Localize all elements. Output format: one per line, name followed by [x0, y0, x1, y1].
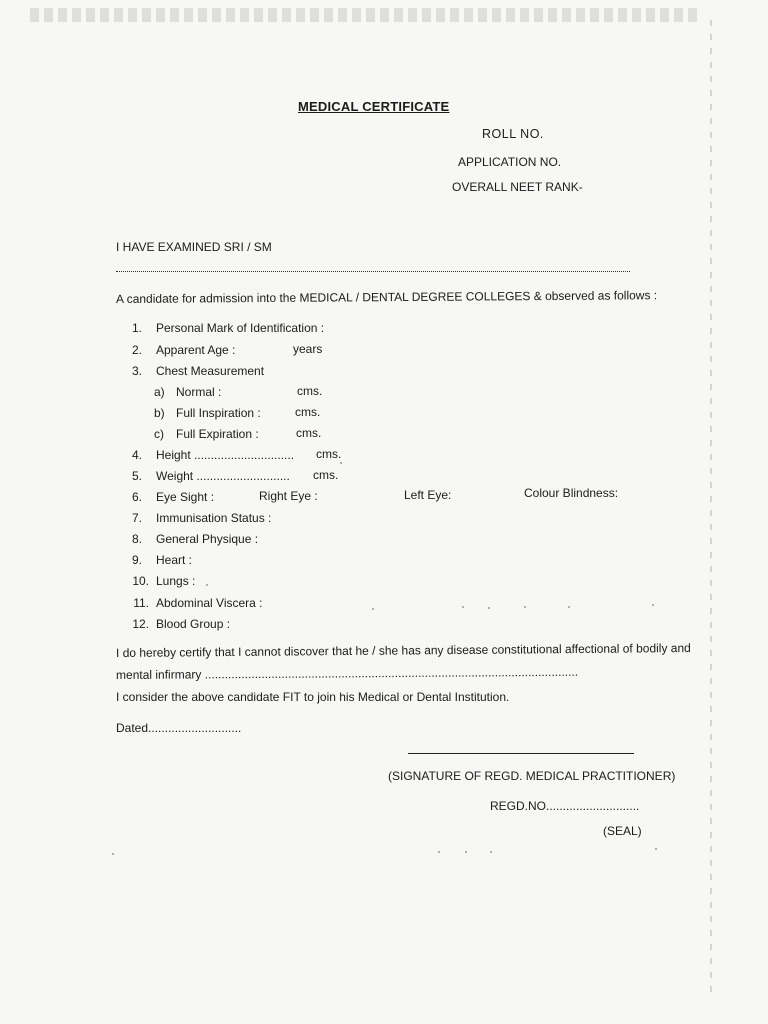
item-9-label: Heart : [156, 553, 193, 567]
signature-label: (SIGNATURE OF REGD. MEDICAL PRACTITIONER) [388, 769, 676, 783]
item-12-number: 12. [132, 617, 149, 631]
item-3-label: Chest Measurement [156, 364, 265, 378]
chest-a-letter: a) [154, 385, 165, 399]
regd-no-field: REGD.NO............................ [490, 799, 640, 813]
item-4-label: Height .............................. [156, 448, 295, 462]
scan-speck [438, 851, 440, 853]
item-7-label: Immunisation Status : [156, 511, 272, 525]
item-4-unit: cms. [316, 447, 342, 461]
item-11-label: Abdominal Viscera : [156, 596, 263, 610]
scan-artifact-top [30, 8, 700, 22]
item-5-unit: cms. [313, 468, 339, 482]
item-1-number: 1. [131, 321, 142, 335]
item-1-label: Personal Mark of Identification : [156, 321, 325, 335]
right-eye-label: Right Eye : [259, 489, 318, 503]
item-4-number: 4. [131, 448, 142, 462]
item-8-label: General Physique : [156, 532, 259, 546]
item-10-number: 10. [132, 574, 149, 588]
scan-speck [112, 853, 114, 855]
chest-c-label: Full Expiration : [176, 427, 259, 441]
item-2-label: Apparent Age : [156, 343, 236, 357]
scan-speck [462, 606, 464, 608]
item-9-number: 9. [131, 553, 142, 567]
chest-b-unit: cms. [295, 405, 321, 419]
item-2-unit: years [293, 342, 323, 356]
dated-field: Dated............................ [116, 721, 242, 735]
application-no-label: APPLICATION NO. [458, 155, 562, 169]
scan-speck [372, 608, 374, 610]
signature-line [408, 753, 634, 754]
scan-speck [490, 851, 492, 853]
item-8-number: 8. [131, 532, 142, 546]
scan-speck [652, 604, 654, 606]
item-11-number: 11. [133, 596, 149, 610]
item-12-label: Blood Group : [156, 617, 231, 631]
roll-no-label: ROLL NO. [482, 127, 544, 141]
mental-infirmary-line: mental infirmary ................................................................................................................ [115, 664, 579, 682]
certify-statement: I do hereby certify that I cannot discover that he / she has any disease constitutional affectional of bodily and [115, 640, 691, 660]
chest-a-unit: cms. [297, 384, 323, 398]
neet-rank-label: OVERALL NEET RANK- [452, 180, 583, 194]
fit-statement: I consider the above candidate FIT to join his Medical or Dental Institution. [116, 690, 510, 704]
chest-c-unit: cms. [296, 426, 322, 440]
scan-speck [488, 607, 490, 609]
scan-speck [206, 584, 208, 586]
examined-label: I HAVE EXAMINED SRI / SM [116, 240, 272, 254]
scan-speck [655, 848, 657, 850]
left-eye-label: Left Eye: [404, 488, 452, 502]
scan-speck [340, 462, 342, 464]
item-5-number: 5. [131, 469, 142, 483]
chest-a-label: Normal : [176, 385, 222, 399]
scan-speck [568, 606, 570, 608]
chest-c-letter: c) [154, 427, 164, 441]
seal-label: (SEAL) [603, 824, 642, 838]
page-title: MEDICAL CERTIFICATE [298, 99, 450, 114]
colour-blindness-label: Colour Blindness: [524, 486, 619, 500]
scan-speck [524, 606, 526, 608]
item-7-number: 7. [131, 511, 142, 525]
chest-b-letter: b) [154, 406, 165, 420]
item-6-number: 6. [131, 490, 142, 504]
scan-artifact-right [710, 20, 712, 1000]
item-2-number: 2. [131, 343, 142, 357]
item-6-label: Eye Sight : [156, 490, 215, 504]
candidate-name-line [116, 271, 630, 272]
scan-speck [465, 851, 467, 853]
chest-b-label: Full Inspiration : [176, 406, 261, 420]
item-10-label: Lungs : [156, 574, 196, 588]
intro-text: A candidate for admission into the MEDICAL / DENTAL DEGREE COLLEGES & observed as follows : [115, 288, 658, 306]
item-5-label: Weight ............................ [156, 469, 290, 483]
item-3-number: 3. [131, 364, 142, 378]
